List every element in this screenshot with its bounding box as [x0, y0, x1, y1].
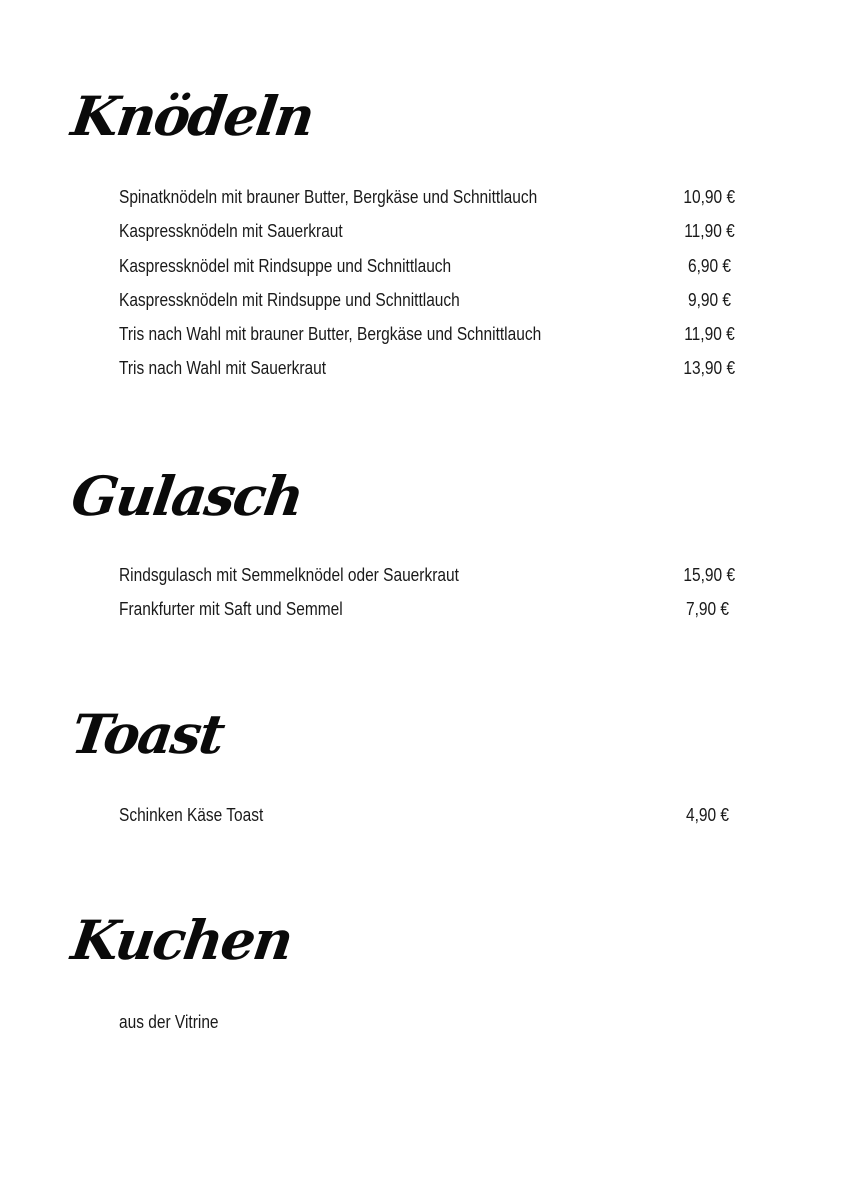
section-title-knoedeln: Knödeln	[67, 84, 317, 148]
menu-item-name: Tris nach Wahl mit Sauerkraut	[119, 358, 327, 379]
menu-item-price: 13,90 €	[683, 358, 735, 379]
section-title-toast: Toast	[67, 702, 228, 766]
menu-item-name: Kaspressknödeln mit Sauerkraut	[119, 221, 343, 242]
menu-item	[119, 564, 739, 598]
menu-item-price: 6,90 €	[687, 255, 731, 276]
menu-item-name: Rindsgulasch mit Semmelknödel oder Sauerkraut	[119, 565, 459, 585]
menu-item-name: Spinatknödeln mit brauner Butter, Bergkäse und Schnittlauch	[119, 187, 538, 207]
menu-item-price: 11,90 €	[684, 324, 735, 345]
menu-item-name: Tris nach Wahl mit brauner Butter, Bergkäse und Schnittlauch	[119, 324, 542, 345]
menu-item-price: 9,90 €	[687, 289, 731, 310]
menu-item-name: Schinken Käse Toast	[119, 805, 264, 825]
menu-item-price: 7,90 €	[685, 599, 729, 620]
menu-item	[119, 289, 739, 323]
menu-item	[119, 357, 739, 391]
menu-item	[119, 220, 739, 254]
menu-item-price: 15,90 €	[683, 565, 735, 585]
menu-item-list	[119, 564, 739, 633]
menu-item-name: Kaspressknödeln mit Rindsuppe und Schnittlauch	[119, 289, 460, 310]
menu-item	[119, 255, 739, 289]
menu-item-price: 4,90 €	[685, 805, 729, 825]
menu-item-price: 10,90 €	[683, 187, 735, 207]
section-title-gulasch: Gulasch	[67, 464, 307, 528]
menu-item	[119, 804, 739, 838]
menu-item-name: Frankfurter mit Saft und Semmel	[119, 599, 343, 620]
menu-item-name: Kaspressknödel mit Rindsuppe und Schnittlauch	[119, 255, 452, 276]
menu-item	[119, 186, 739, 220]
menu-item	[119, 598, 739, 632]
menu-item	[119, 323, 739, 357]
section-note: aus der Vitrine	[119, 1012, 219, 1032]
menu-item-list	[119, 804, 739, 838]
section-title-kuchen: Kuchen	[67, 908, 296, 972]
menu-item-list	[119, 186, 739, 392]
menu-item-price: 11,90 €	[684, 221, 735, 242]
